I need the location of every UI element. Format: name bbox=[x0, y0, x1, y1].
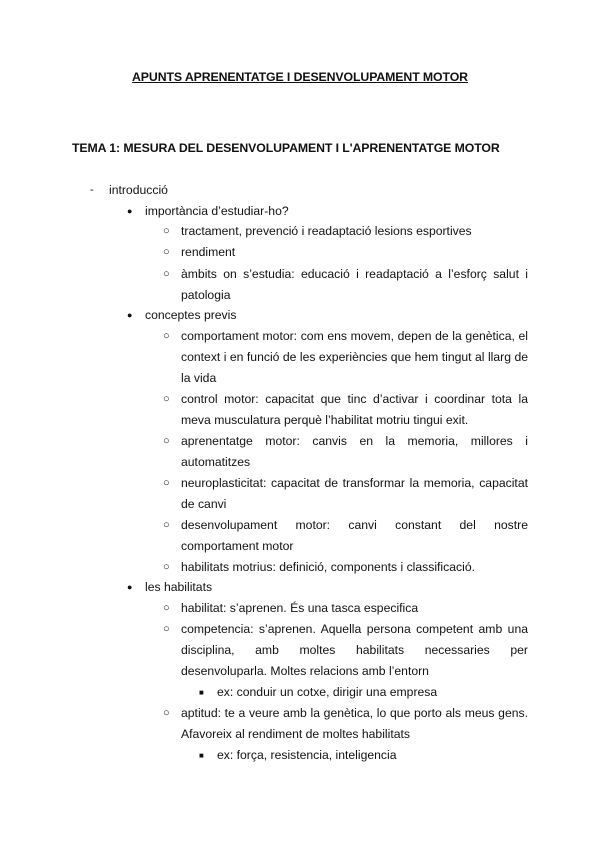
list-item-text: rendiment bbox=[181, 245, 236, 259]
list-item-text: comportament motor: com ens movem, depen de la genètica, el bbox=[181, 329, 528, 343]
list-item-example: ex: força, resistencia, inteligencia bbox=[217, 748, 397, 762]
circle-bullet: ○ bbox=[163, 477, 170, 489]
disc-bullet: ● bbox=[127, 582, 133, 592]
circle-bullet: ○ bbox=[163, 330, 170, 342]
square-bullet: ■ bbox=[199, 751, 204, 760]
list-item-text: context i en funció de les experiències que hem tingut al llarg de bbox=[181, 350, 528, 364]
circle-bullet: ○ bbox=[163, 435, 170, 447]
list-item-text: comportament motor bbox=[181, 539, 294, 553]
document-title: APUNTS APRENENTATGE I DESENVOLUPAMENT MOTOR bbox=[132, 70, 468, 84]
list-item-text: la vida bbox=[181, 371, 217, 385]
circle-bullet: ○ bbox=[163, 225, 170, 237]
list-item-text: tractament, prevenció i readaptació lesions esportives bbox=[181, 224, 472, 238]
list-item-importancia: importància d’estudiar-ho? bbox=[145, 204, 289, 218]
list-item-text: neuroplasticitat: capacitat de transformar la memoria, capacitat bbox=[181, 476, 528, 490]
list-item-text: aprenentatge motor: canvis en la memoria, millores i bbox=[181, 434, 528, 448]
list-item-introduccio: introducció bbox=[109, 183, 168, 197]
list-item-text: àmbits on s’estudia: educació i readaptació a l’esforç salut i bbox=[181, 267, 528, 281]
disc-bullet: ● bbox=[127, 310, 133, 320]
list-item-text: automatitzes bbox=[181, 455, 251, 469]
list-item-text: competencia: s’aprenen. Aquella persona competent amb una bbox=[181, 622, 528, 636]
list-item-text: desenvoluparla. Moltes relacions amb l’entorn bbox=[181, 664, 429, 678]
list-item-text: patologia bbox=[181, 288, 231, 302]
disc-bullet: ● bbox=[127, 206, 133, 216]
circle-bullet: ○ bbox=[163, 602, 170, 614]
square-bullet: ■ bbox=[199, 688, 204, 697]
circle-bullet: ○ bbox=[163, 393, 170, 405]
list-item-example: ex: conduir un cotxe, dirigir una empresa bbox=[217, 685, 438, 699]
list-item-text: meva musculatura perquè l’habilitat motriu tingui exit. bbox=[181, 413, 469, 427]
dash-bullet: - bbox=[90, 184, 94, 196]
circle-bullet: ○ bbox=[163, 268, 170, 280]
list-item-text: Afavoreix al rendiment de moltes habilitats bbox=[181, 727, 410, 741]
list-item-text: disciplina, amb moltes habilitats necessaries per bbox=[181, 643, 528, 657]
section-heading: TEMA 1: MESURA DEL DESENVOLUPAMENT I L'APRENENTATGE MOTOR bbox=[72, 141, 500, 155]
list-item-habilitats: les habilitats bbox=[145, 580, 213, 594]
list-item-text: de canvi bbox=[181, 497, 227, 511]
list-item-text: habilitats motrius: definició, components i classificació. bbox=[181, 560, 475, 574]
circle-bullet: ○ bbox=[163, 561, 170, 573]
list-item-conceptes: conceptes previs bbox=[145, 308, 237, 322]
list-item-text: habilitat: s’aprenen. És una tasca especifica bbox=[181, 601, 419, 615]
circle-bullet: ○ bbox=[163, 519, 170, 531]
list-item-text: aptitud: te a veure amb la genètica, lo que porto als meus gens. bbox=[181, 706, 528, 720]
circle-bullet: ○ bbox=[163, 707, 170, 719]
circle-bullet: ○ bbox=[163, 246, 170, 258]
circle-bullet: ○ bbox=[163, 623, 170, 635]
list-item-text: desenvolupament motor: canvi constant del nostre bbox=[181, 518, 528, 532]
list-item-text: control motor: capacitat que tinc d’activar i coordinar tota la bbox=[181, 392, 528, 406]
